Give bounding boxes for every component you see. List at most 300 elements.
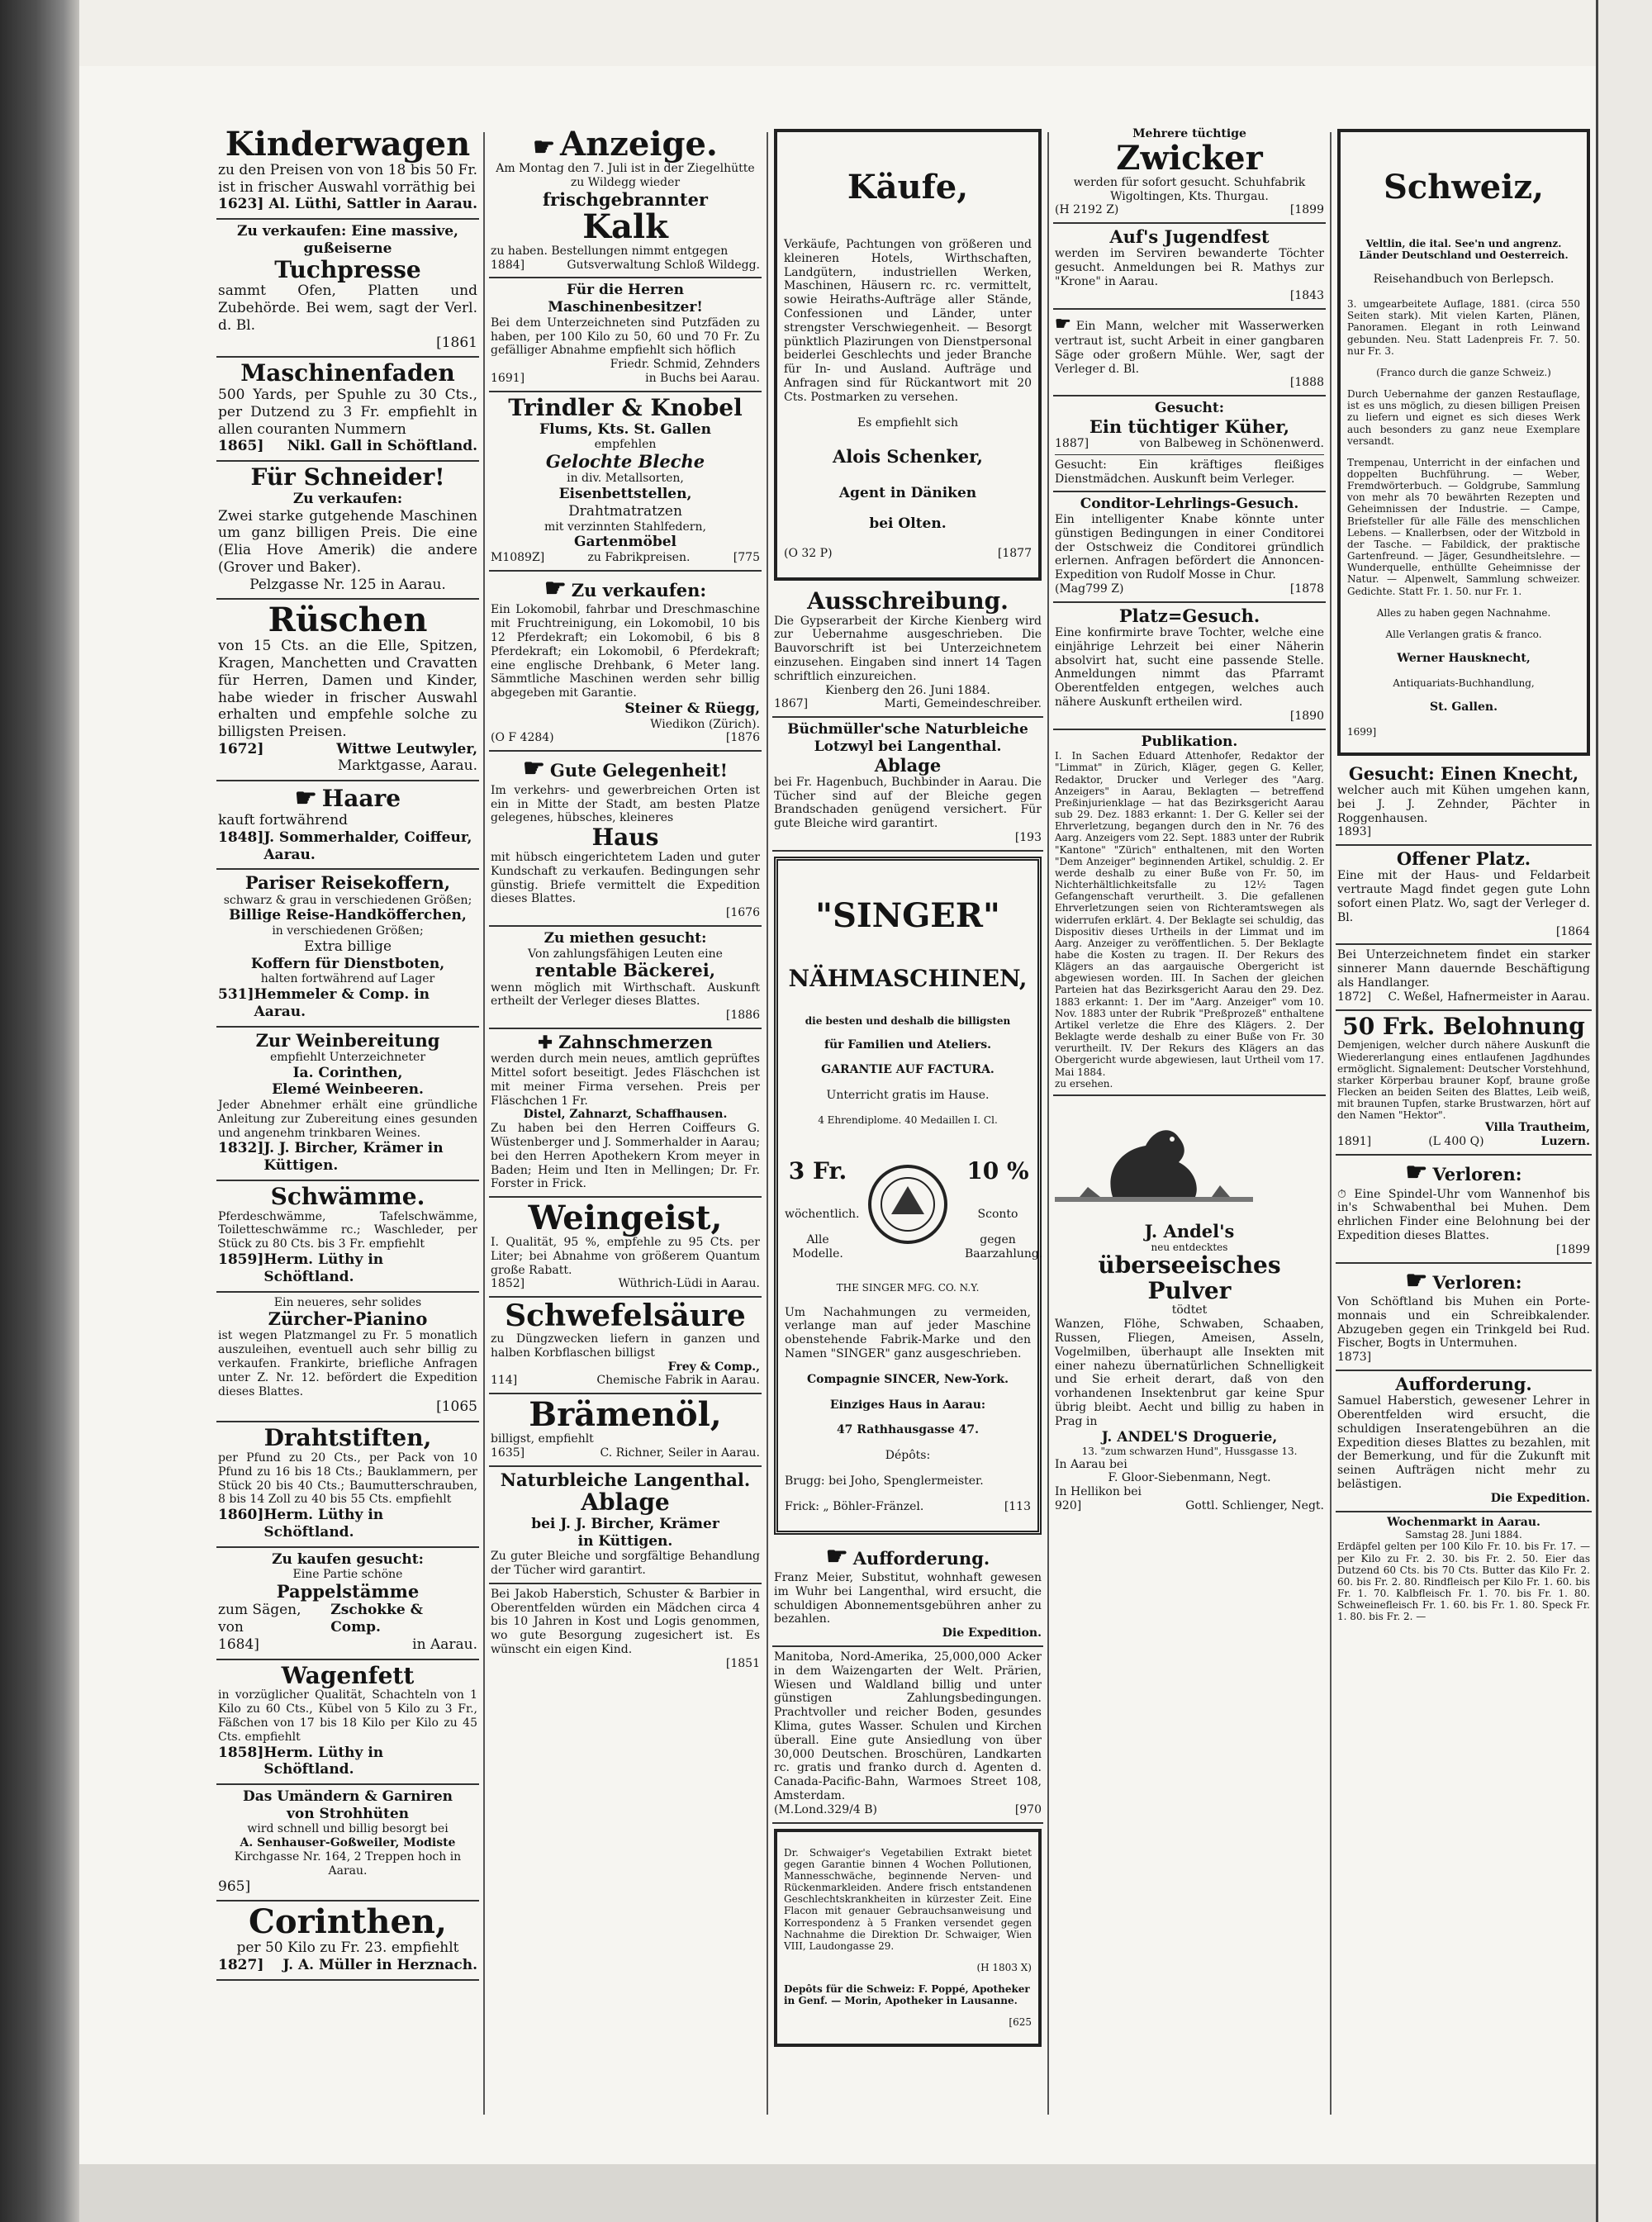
ad-seller: J. Sommerhalder, Coiffeur, Aarau.: [263, 829, 472, 863]
ad-line: für Familien und Ateliers.: [824, 1037, 992, 1052]
ad-title: Zwicker: [1116, 138, 1263, 178]
ad-seller: C. Weßel, Hafnermeister in Aarau.: [1388, 990, 1590, 1004]
ad-ref: 1884]: [491, 258, 525, 272]
pointing-hand-icon: ☛: [533, 133, 556, 162]
ad-line: Veltlin, die ital. See'n und angrenz. Länder Deutschland und Oesterreich.: [1359, 238, 1569, 262]
ad-ref: [1890: [1289, 709, 1324, 723]
ad-ref: 1873]: [1337, 1351, 1372, 1365]
ad-text: zu den Preisen von von 18 bis 50 Fr. ist in frischer Auswahl vorräthig bei: [218, 162, 477, 196]
ad-title: Trindler & Knobel: [508, 393, 743, 421]
ad-text: werden durch mein neues, amtlich geprüftes Mittel sofort beseitigt. Jedes Fläschchen ist mit meiner Firma versehen. Preis per Fläschchen 1 Fr.: [491, 1052, 760, 1108]
ad-text: von Balbeweg in Schönenwerd.: [1139, 436, 1324, 450]
ad-text: Zu guter Bleiche und sorgfältige Behandlung der Tücher wird garantirt.: [491, 1550, 760, 1578]
ad-line: Alle Verlangen gratis & franco.: [1385, 628, 1542, 640]
ad-text: 500 Yards, per Spuhle zu 30 Cts., per Dutzend zu 3 Fr. empfiehlt in allen couranten Nummern: [218, 387, 477, 438]
ad-lokomobil: [489, 572, 762, 752]
ad-conditor: [1053, 492, 1326, 603]
ad-line: Ein tüchtiger Küher,: [1089, 415, 1290, 437]
ad-line: tödtet: [1171, 1303, 1208, 1318]
ad-ref: [1676: [725, 906, 760, 920]
ad-text: kauft fortwährend: [218, 812, 349, 829]
ad-text: Franz Meier, Substitut, wohnhaft gewesen im Wuhr bei Langenthal, wird ersucht, die schuldigen Abonnementsgebühren anher zu bezahlen.: [774, 1571, 1042, 1626]
column-rule: [767, 132, 768, 2115]
ad-corinthen: [216, 1902, 479, 1980]
ad-text: Samuel Haberstich, gewesener Lehrer in Oberentfelden wird ersucht, die schuldigen Inseratengebühren an die Expedition dieses Blattes zu bezahlen, mit der Bemerkung, und für die Zukunft mit seinen Aufträgen nicht mehr zu belästigen.: [1337, 1394, 1590, 1491]
ad-ref: 1852]: [491, 1277, 525, 1291]
ad-seller: Frey & Comp.,: [667, 1360, 760, 1374]
ad-text: Bei Unterzeichnetem findet ein starker sinnerer Mann dauernde Beschäftigung als Handlanger.: [1337, 948, 1590, 990]
ad-text: Eine konfirmirte brave Tochter, welche eine einjährige Lehrzeit bei einer Näherin absolvirt hat, sucht eine passende Stelle. Anmeldungen nimmt das Pfarramt Oberentfelden entgegen, welches auch nähere Auskunft ertheilen wird.: [1055, 626, 1324, 709]
ad-title: Anzeige.: [560, 125, 718, 164]
ad-seal-label: THE SINGER MFG. CO. N.Y.: [836, 1282, 980, 1294]
ad-title: Für Schneider!: [250, 463, 445, 491]
ad-line: Frick: „ Böhler-Fränzel.: [785, 1499, 924, 1513]
ad-subtitle: Zu verkaufen:: [292, 490, 403, 507]
ad-ref: zu ersehen.: [1055, 1077, 1113, 1090]
ad-ref: 1623]: [218, 196, 264, 213]
ad-ref: [625: [1009, 2016, 1032, 2029]
ad-kostgeld: [489, 1584, 762, 1676]
ad-ref: 1887]: [1055, 436, 1089, 450]
ad-ref: [1899: [1555, 1242, 1590, 1256]
ad-ref: [1864: [1555, 924, 1590, 938]
ad-title: Publikation.: [1141, 733, 1238, 750]
ad-ausschreibung: [772, 586, 1043, 718]
ad-title: Verloren:: [1432, 1271, 1522, 1293]
ad-line: Reisehandbuch von Berlepsch.: [1373, 273, 1555, 287]
ad-line: Gelochte Bleche: [545, 451, 705, 472]
ad-title: Büchmüller'sche Naturbleiche: [787, 721, 1028, 738]
pointing-hand-icon: ☛: [523, 754, 545, 784]
ad-wagenfett: [216, 1660, 479, 1785]
ad-ref: [113: [1004, 1499, 1031, 1513]
ad-text: Verkäufe, Pachtungen von größeren und kleineren Hotels, Wirthschaften, Landgütern, industriellen Werken, Maschinen, Häusern rc. rc. vermittelt, sowie Heiraths-Aufträge aller Stände, Confessionen und Länder, unter strengster Verschwiegenheit. — Besorgt pünktlich Plazirungen von Dienstpersonal beiderlei Geschlechts und jeder Branche für In- und Ausland. Aufträge und Anfragen sind für Rückantwort mit 20 Cts. Postmarken zu versehen.: [784, 238, 1032, 404]
column-rule: [483, 132, 485, 2115]
ad-title: Wagenfett: [281, 1661, 415, 1689]
ad-text: I. In Sachen Eduard Attenhofer, Redaktor der "Limmat" in Zürich, Kläger, gegen G. Keller, Redaktor, Drucker und Verleger des "Aarg. Anzeigers" in Aarau, Beklagten — betreffend Preßinjurienklage — hat das Bezirksgericht Aarau sub 29. Dez. 1883 erkannt: 1. Der G. Keller sei der Ehrverletzung, begangen durch den in Nr. 76 des Aarg. Anzeigers vom 22. Sept. 1883 unter der Rubrik "Kantone" "Zürich" enthaltenen, mit den Worten "Dem Anzeiger" beginnenden Artikel, schuldig. 2. Er werde deshalb zu einer Buße von Fr. 50, im Nichterhältlichkeitsfalle zu 12½ Tagen Gefangenschaft verurtheilt. 3. Die gefallenen Ehrverletzungen seien von Richteramtswegen als widerrufen erklärt. 4. Der Beklagte sei schuldig, das Dispositiv dieses Urtheils in der Limmat und im Aarg. Anzeiger zu veröffentlichen. 5. Der Beklagte habe die Kosten zu tragen. II. Der Rekurs des Klägers an das aargauische Obergericht ist abgewiesen worden. III. In Sachen der gleichen Parteien hat das Bezirksgericht Aarau den 29. Dez. 1883 erkannt: 1. Der im "Aarg. Anzeiger" vom 10. Nov. 1883 unter der Rubrik "Preßprozeß" enthaltene Artikel verletze die Ehre des Klägers. 2. Der Beklagte werde deshalb zu einer Buße von Fr. 30 verurtheilt. IV. Der Rekurs des Klägers an das Obergericht wurde abgewiesen, laut Urtheil vom 17. Mai 1884.: [1055, 750, 1324, 1078]
ad-line: von Strohhüten: [286, 1805, 410, 1822]
ad-line: J. ANDEL'S Droguerie,: [1101, 1428, 1278, 1446]
ad-line: Am Montag den 7. Juli ist in der Ziegelhütte zu Wildegg wieder: [496, 162, 755, 189]
ad-price: 10 %: [966, 1157, 1029, 1185]
ad-verloren-portemonnaie: [1336, 1264, 1592, 1371]
ad-text: wird schnell und billig besorgt bei: [247, 1822, 449, 1836]
ad-seller: Werner Hausknecht,: [1397, 652, 1531, 666]
ad-title: Zur Weinbereitung: [255, 1029, 440, 1051]
ad-ref: [1899: [1289, 203, 1324, 217]
ad-title: Zu miethen gesucht:: [544, 929, 707, 947]
ad-title: Aufforderung.: [1395, 1374, 1532, 1395]
ad-ref: 1858]: [218, 1744, 264, 1761]
ad-title: Gesucht:: [1154, 400, 1225, 417]
ad-title: Zu verkaufen:: [571, 579, 707, 601]
ad-title: Tuchpresse: [274, 255, 421, 283]
ad-ref: [1851: [725, 1656, 760, 1670]
ad-seller: Villa Trautheim,: [1484, 1121, 1590, 1135]
ad-line: Koffern für Dienstboten,: [250, 955, 445, 972]
ad-seller: Herm. Lüthy in Schöftland.: [263, 1507, 384, 1541]
ad-ref: 965]: [218, 1878, 251, 1895]
ad-line: Samstag 28. Juni 1884.: [1405, 1529, 1522, 1541]
ad-seller: Wüthrich-Lüdi in Aarau.: [618, 1277, 760, 1291]
ad-ref: 1848]: [218, 829, 264, 846]
ad-line: Eisenbettstellen,: [558, 486, 692, 503]
ad-schwefelsaure: [489, 1298, 762, 1394]
ad-seller: J. A. Müller in Herznach.: [282, 1957, 477, 1974]
ad-code: (H 1803 X): [976, 1962, 1032, 1973]
ad-line: Kienberg den 26. Juni 1884.: [825, 683, 990, 697]
ad-ref: 1891]: [1337, 1135, 1372, 1149]
ad-title: Gesucht: Einen Knecht,: [1348, 762, 1579, 784]
ad-line: F. Gloor-Siebenmann, Negt.: [1108, 1471, 1271, 1485]
ad-address: in Aarau.: [412, 1636, 477, 1653]
ad-title: Naturbleiche Langenthal.: [500, 1469, 751, 1490]
ad-muhle: [1053, 310, 1326, 397]
ad-ref: [193: [1014, 830, 1042, 844]
ad-text: zu Düngzwecken liefern in ganzen und halben Korbflaschen billigst: [491, 1332, 760, 1360]
ad-seller: Hemmeler & Comp. in Aarau.: [254, 986, 430, 1020]
ad-haus: [489, 752, 762, 927]
ad-andel-pulver: [1053, 1096, 1326, 1518]
ad-kaufe: [774, 129, 1042, 581]
ad-address: Pelzgasse Nr. 125 in Aarau.: [249, 576, 446, 593]
ad-ref: 531]: [218, 986, 254, 1004]
ad-line: halten fortwährend auf Lager: [260, 972, 435, 986]
ad-line: in Küttigen.: [577, 1532, 673, 1550]
ad-line: Lotzwyl bei Langenthal.: [814, 738, 1002, 755]
ad-schneider: [216, 462, 479, 600]
ad-seller: Zschokke & Comp.: [330, 1602, 423, 1636]
ad-signature: Die Expedition.: [1490, 1491, 1590, 1505]
ad-line: Drahtmatratzen: [568, 502, 682, 520]
ad-kuher: [1053, 396, 1326, 492]
ad-handlanger: [1336, 945, 1592, 1010]
ad-line: Es empfiehlt sich: [857, 415, 959, 430]
ad-lead: Ein neueres, sehr solides: [273, 1295, 422, 1309]
ad-aufforderung-haberstich: [1336, 1371, 1592, 1512]
ad-text: ist wegen Platzmangel zu Fr. 5 monatlich auszuleihen, eventuell auch sehr billig zu verkaufen. Frankirte, briefliche Anfragen unter Z. Nr. 12. befördert die Expedition dieses Blattes.: [218, 1329, 477, 1398]
ad-line: die besten und deshalb die billigsten: [805, 1014, 1011, 1027]
ad-schwamme: [216, 1181, 479, 1293]
ad-ref: [1065: [436, 1398, 477, 1416]
ad-line: rentable Bäckerei,: [534, 960, 716, 981]
ad-pappelstamme: [216, 1548, 479, 1660]
ad-tuchpresse: [216, 220, 479, 358]
ad-line: Flums, Kts. St. Gallen: [539, 420, 711, 438]
ad-line: GARANTIE AUF FACTURA.: [821, 1063, 995, 1077]
ad-line: NÄHMASCHINEN,: [788, 964, 1028, 992]
ad-line: Unterricht gratis im Hause.: [826, 1089, 990, 1103]
ad-ref: 1699]: [1347, 725, 1377, 738]
ad-title: Pariser Reisekoffern,: [244, 872, 451, 894]
ad-text: Durch Uebernahme der ganzen Restauflage, ist es uns möglich, zu diesen billigen Preisen zu liefern und eignet es sich dieses Werk auch besonders zu ganz neue Exemplare versandt.: [1347, 388, 1580, 447]
ad-line: Extra billige: [303, 938, 392, 955]
ad-putzfaden: [489, 278, 762, 392]
ad-text: Erdäpfel gelten per 100 Kilo Fr. 10. bis Fr. 17. — per Kilo zu Fr. 2. 30. bis Fr. 2. 50. Eier das Dutzend 60 Cts. bis 70 Cts. Butter das Kilo Fr. 2. 60. bis Fr. 2. 80. Rindfleisch per Kilo Fr. 1. 60. bis Fr. 1. 70. Kalbfleisch Fr. 1. 70. bis Fr. 1. 80. Schweinefleisch Fr. 1. 60. bis Fr. 1. 80. Speck Fr. 1. 80. bis Fr. 2. —: [1337, 1541, 1590, 1623]
ad-text: werden im Serviren bewanderte Töchter gesucht. Anmeldungen bei R. Mathys zur "Krone" in Aarau.: [1055, 247, 1324, 288]
ad-address: in Buchs bei Aarau.: [645, 371, 760, 385]
cross-icon: ✚: [538, 1031, 559, 1052]
ad-haare: [216, 781, 479, 870]
ad-line: Sconto: [977, 1208, 1018, 1222]
ad-line: Billige Reise-Handköfferchen,: [229, 907, 467, 924]
ad-ref: 1827]: [218, 1957, 264, 1974]
ad-seller: Nikl. Gall in Schöftland.: [287, 438, 477, 455]
ad-items: Trempenau, Unterricht in der einfachen und doppelten Buchführung. — Weber, Fremdwörterbuch. — Goldgrube, Sammlung von mehr als 70 bewährten Rezepten und Geheimnissen der Industrie. — Campe, Briefsteller für alle Fälle des menschlichen Lebens. — Knallerbsen, oder der Witzbold in der Tasche. — Fabildick, der praktische Gartenfreund. — Jäger, Gesundheitslehre. — Wunderquelle, enthüllte Geheimnisse der Natur. — Alpenwelt, Sammlung schweizer. Gedichte. Statt Fr. 1. 50. nur Fr. 1.: [1347, 456, 1580, 597]
page-shadow: [79, 2164, 1652, 2222]
ad-kinderwagen: [216, 124, 479, 220]
ad-seller: C. Richner, Seiler in Aarau.: [600, 1446, 760, 1460]
ad-ref: 114]: [491, 1374, 518, 1388]
ad-ref: 1635]: [491, 1446, 525, 1460]
ad-text: sammt Ofen, Platten und Zubehörde. Bei wem, sagt der Verl. d. Bl.: [218, 282, 477, 334]
ad-ref: 1860]: [218, 1507, 264, 1524]
ad-title: Auf's Jugendfest: [1109, 226, 1270, 248]
ad-ref: [1888: [1289, 376, 1324, 390]
ad-title: Platz=Gesuch.: [1118, 605, 1260, 626]
ad-line: überseeisches Pulver: [1098, 1251, 1281, 1304]
ad-text: Wanzen, Flöhe, Schwaben, Schaaben, Russen, Fliegen, Ameisen, Asseln, Vogelmilben, überhaupt alle Insekten mit einer nahezu übernatürlichen Schnelligkeit und Sie erheit derart, daß von den vorhandenen Insektenbrut gar keine Spur übrig bleibt. Aecht und billig zu haben in Prag in: [1055, 1318, 1324, 1428]
ad-ref: 1893]: [1337, 825, 1372, 839]
ad-line: Agent in Däniken: [838, 484, 977, 501]
ad-ref: [775: [733, 551, 760, 565]
ad-code: (H 2192 Z): [1055, 203, 1119, 217]
ad-title: Haare: [321, 785, 401, 813]
ad-zahnschmerzen: [489, 1029, 762, 1198]
ad-ruschen: [216, 600, 479, 781]
ad-text: Jeder Abnehmer erhält eine gründliche Anleitung zur Zubereitung eines gesunden und angenehm trinkbaren Weines.: [218, 1099, 477, 1140]
ad-lead: Zu kaufen gesucht:: [272, 1550, 424, 1568]
ad-line: In Hellikon bei: [1055, 1485, 1142, 1499]
ad-code: (O F 4284): [491, 731, 554, 745]
ad-ref: [1861: [436, 334, 477, 351]
ad-title: "SINGER": [815, 895, 1000, 935]
ad-line: 13. "zum schwarzen Hund", Hussgasse 13.: [1081, 1446, 1298, 1458]
ad-aufforderung-meier: [772, 1540, 1043, 1647]
ad-text: Im verkehrs- und gewerbreichen Orten ist ein in Mitte der Stadt, am besten Platze gelegenes, hübsches, kleineres: [491, 783, 760, 825]
column-4: [1053, 124, 1326, 2123]
ad-seller: J. J. Bircher, Krämer in Küttigen.: [263, 1140, 444, 1175]
book-binding: [0, 0, 79, 2222]
ad-title: Schwämme.: [270, 1182, 425, 1210]
ad-signature: Die Expedition.: [942, 1626, 1042, 1640]
ad-code: (Mag799 Z): [1055, 582, 1124, 596]
ad-line: Antiquariats-Buchhandlung,: [1393, 677, 1535, 689]
ad-seller: Friedr. Schmid, Zehnders: [610, 358, 760, 372]
pointing-hand-icon: ☛: [1405, 1158, 1428, 1188]
ad-title: Verloren:: [1432, 1164, 1522, 1185]
next-page-edge: [1596, 0, 1652, 2222]
ad-publikation: [1053, 730, 1326, 1096]
ad-line: empfehlen: [594, 438, 657, 452]
ad-address: Marktgasse, Aarau.: [337, 757, 477, 775]
ad-text: von 15 Cts. an die Elle, Spitzen, Kragen, Manchetten und Cravatten für Herren, Damen und Kinder, habe wieder in frischer Auswahl erhalten und empfehle solche zu billigsten Preisen.: [218, 638, 477, 741]
ad-text: mit hübsch eingerichtetem Laden und guter Kundschaft zu verkaufen. Bedingungen sehr günstig. Briefe vermittelt die Expedition dieses Blattes.: [491, 850, 760, 906]
ad-text: Die Gypserarbeit der Kirche Kienberg wird zur Uebernahme ausgeschrieben. Die Bauvorschrift ist bei Unterzeichnetem einzusehen. Eingaben sind innert 14 Tagen schriftlich einzureichen.: [774, 614, 1042, 683]
ad-title: Aufforderung.: [852, 1547, 990, 1569]
ad-maschinenfaden: [216, 358, 479, 462]
ad-code: (L 400 Q): [1428, 1135, 1484, 1149]
ad-line: Haus: [591, 824, 659, 852]
ad-schweiz-reisehandbuch: [1337, 129, 1590, 756]
ad-seller: Distel, Zahnarzt, Schaffhausen.: [523, 1108, 728, 1122]
ad-text: Manitoba, Nord-Amerika, 25,000,000 Acker in dem Waizengarten der Welt. Prärien, Wiesen und Waldland billig und unter günstigen Zahlungsbedingungen. Prachtvoller und reicher Boden, gesundes Klima, gutes Wasser. Schulen und Kirchen überall. Eine gute Ansiedlung von über 30,000 Deutschen. Broschüren, Landkarten rc. gratis und franko durch d. Agenten d. Canada-Pacific-Bahn, Warmoes Street 108, Amsterdam.: [774, 1650, 1042, 1802]
ad-line: Gartenmöbel: [573, 534, 676, 551]
ad-seller: Herm. Lüthy in Schöftland.: [263, 1251, 384, 1285]
ad-ref: 1672]: [218, 740, 264, 757]
ad-title: Conditor-Lehrlings-Gesuch.: [1080, 496, 1299, 513]
ad-line: In Aarau bei: [1055, 1457, 1127, 1471]
ad-code: M1089Z]: [491, 551, 545, 565]
ad-text: Eine mit der Haus- und Feldarbeit vertraute Magd findet gegen gute Lohn sofort einen Platz. Wo, sagt der Verleger d. Bl.: [1337, 869, 1590, 924]
ad-line: Alle Modelle.: [792, 1232, 843, 1261]
ad-title: Gute Gelegenheit!: [549, 760, 728, 781]
ad-offener-platz: [1336, 846, 1592, 945]
ad-title: Rüschen: [268, 601, 428, 640]
ad-seller: Wittwe Leutwyler,: [336, 740, 477, 757]
ad-title: Zahnschmerzen: [558, 1031, 713, 1052]
ad-ref: 1859]: [218, 1251, 264, 1269]
ad-line: bei Olten.: [869, 515, 947, 533]
ad-line: in div. Metallsorten,: [567, 472, 684, 486]
ad-address: Kirchgasse Nr. 164, 2 Treppen hoch in Aarau.: [234, 1850, 462, 1878]
column-2: [489, 124, 762, 2123]
ad-lead: Zu verkaufen: Eine massive, gußeiserne: [237, 223, 458, 257]
ad-ref: 1832]: [218, 1140, 264, 1157]
ad-belohnung: [1336, 1011, 1592, 1156]
ad-schwaiger: [774, 1829, 1042, 2047]
ad-title: Maschinenfaden: [240, 359, 455, 387]
ad-seller: Alois Schenker,: [833, 446, 983, 468]
ad-pianino: [216, 1293, 479, 1423]
ad-seller: Al. Lüthi, Sattler in Aarau.: [268, 196, 477, 213]
ad-title: Pappelstämme: [276, 1581, 420, 1602]
ad-line: gegen Baarzahlung.: [965, 1232, 1043, 1261]
ad-naturbleiche-langenthal: [489, 1467, 762, 1584]
ad-text: Zwei starke gutgehende Maschinen um ganz billigen Preis. Die eine (Elia Hove Amerik) die andere (Grover und Baker).: [218, 507, 477, 576]
ad-title: Wochenmarkt in Aarau.: [1387, 1515, 1540, 1529]
ad-text: 3. umgearbeitete Auflage, 1881. (circa 550 Seiten stark). Mit vielen Karten, Plänen, Panoramen. Elegant in roth Leinwand gebunden. Neu. Statt Ladenpreis Fr. 7. 50. nur Fr. 3.: [1347, 298, 1580, 357]
ad-text: werden für sofort gesucht. Schuhfabrik Wigoltingen, Kts. Thurgau.: [1073, 175, 1306, 203]
column-rule: [1047, 132, 1049, 2115]
ad-text: per 50 Kilo zu Fr. 23. empfiehlt: [236, 1940, 459, 1957]
ad-title: Für die Herren Maschinenbesitzer!: [548, 282, 703, 316]
ad-text: bei Fr. Hagenbuch, Buchbinder in Aarau. Die Tücher sind auf der Bleiche gegen Brandschaden genügend versichert. Für gute Bleiche wird garantirt.: [774, 775, 1042, 831]
ad-drahtstiften: [216, 1422, 479, 1547]
ad-trindler-knobel: [489, 392, 762, 572]
ad-ref: 1872]: [1337, 990, 1372, 1004]
column-1: [216, 124, 479, 2123]
ad-line: Gesucht: Ein kräftiges fleißiges Dienstmädchen. Auskunft beim Verleger.: [1055, 454, 1324, 487]
ad-weinbereitung: [216, 1028, 479, 1181]
ad-backerei: [489, 927, 762, 1029]
ad-line: Elemé Weinbeeren.: [272, 1081, 424, 1099]
ad-address: Wiedikon (Zürich).: [650, 717, 760, 731]
ad-line: frischgebrannter: [542, 188, 708, 210]
ad-text: Ein intelligenter Knabe könnte unter günstigen Bedingungen in einer Conditorei der Ostschweiz die Conditorei gründlich erlernen. Anfragen befördert die Annoncen-Expedition von Rudolf Mosse in Chur.: [1055, 513, 1324, 582]
ad-title: Offener Platz.: [1396, 848, 1531, 870]
ad-text: Eine Spindel-Uhr vom Wannenhof bis in's Schwabenthal bei Muhen. Dem ehrlichen Finder eine Belohnung bei der Expedition dieses Blattes.: [1337, 1187, 1590, 1242]
ad-text: billigst, empfiehlt: [491, 1432, 594, 1446]
ad-line: Gottl. Schlienger, Negt.: [1185, 1498, 1324, 1512]
ad-text: Pferdeschwämme, Tafelschwämme, Toiletteschwämme rc.; Waschleder, per Stück zu 80 Cts. bis 3 Fr. empfiehlt: [218, 1209, 477, 1251]
pointing-hand-icon: ☛: [544, 573, 567, 603]
ad-line: empfiehlt Unterzeichneter: [269, 1050, 426, 1064]
ad-price: 3 Fr.: [788, 1157, 847, 1185]
ad-ref: 1865]: [218, 438, 264, 455]
ad-title: Brämenöl,: [529, 1395, 722, 1435]
ad-title: Drahtstiften,: [263, 1424, 432, 1452]
ad-ref: [1877: [997, 546, 1032, 560]
ad-title: Schweiz,: [1383, 168, 1545, 207]
ad-text: Bei Jakob Haberstich, Schuster & Barbier in Oberentfelden würden ein Mädchen circa 4 bis 10 Jahren in Kost und Logis genommen, wo gute Besorgung zugesichert ist. Es wünscht ein eigen Kind.: [491, 1587, 760, 1657]
ad-seller: Steiner & Rüegg,: [624, 700, 760, 717]
ad-weingeist: [489, 1198, 762, 1298]
ad-text: Von Schöftland bis Muhen ein Porte-monnais und ein Schreibkalender. Abzugeben gegen ein Trinkgeld bei Rud. Fischer, Bogts in Untermuhen.: [1337, 1295, 1590, 1351]
ad-text: Dr. Schwaiger's Vegetabilien Extrakt bietet gegen Garantie binnen 4 Wochen Pollutionen, Mannesschwäche, beginnende Nerven- und Rückenmarkleiden. Andere frisch entstandenen Geschlechtskrankheiten in kürzester Zeit. Eine Flacon mit genauer Gebrauchsanweisung und Korrespondenz à 5 Franken versendet gegen Nachnahme die Direktion Dr. Schwaiger, Wien VIII, Laudongasse 29.: [784, 1846, 1032, 1952]
ad-buchmuller-bleiche: [772, 718, 1043, 852]
ad-text: I. Qualität, 95 %, empfehle zu 95 Cts. per Liter; bei Abnahme von größerem Quantum große Rabatt.: [491, 1236, 760, 1277]
ad-line: schwarz & grau in verschiedenen Größen;: [223, 893, 472, 907]
ad-manitoba: [772, 1647, 1043, 1824]
ad-line: Einziges Haus in Aarau:: [829, 1398, 986, 1412]
ad-ref: 1867]: [774, 697, 809, 711]
ad-text: Ein Mann, welcher mit Wasserwerken vertraut ist, sucht Arbeit in einer gangbaren Säge oder großern Mühle. Wer, sagt der Verleger d. Bl.: [1055, 319, 1324, 376]
ad-text: welcher auch mit Kühen umgehen kann, bei J. J. Zehnder, Pächter in Roggenhausen.: [1337, 784, 1590, 825]
ad-line: zu Fabrikpreisen.: [587, 551, 691, 565]
ad-text: Ein Lokomobil, fahrbar und Dreschmaschine mit Fruchtreinigung, ein Lokomobil, 10 bis 12 Pferdekraft; ein Lokomobil, 6 bis 8 Pferdekraft; ein Lokomobil, 6 Pferdekraft; eine englische Drehbank, 6 Meter lang. Sämmtliche Maschinen werden sehr billig abgegeben mit Garantie.: [491, 603, 760, 700]
ad-line: neu entdecktes: [1151, 1241, 1228, 1253]
ad-title: Corinthen,: [249, 1902, 447, 1942]
ad-line: Das Umändern & Garniren: [242, 1788, 453, 1805]
ad-seller: Gutsverwaltung Schloß Wildegg.: [567, 258, 760, 272]
ad-title: Kinderwagen: [225, 125, 471, 164]
ad-wochenmarkt: [1336, 1512, 1592, 1628]
ad-seller: Marti, Gemeindeschreiber.: [884, 697, 1042, 711]
ad-title: Weingeist,: [528, 1199, 723, 1238]
pointing-hand-icon: ☛: [1055, 312, 1071, 335]
ad-ref: [1878: [1289, 582, 1324, 596]
ad-text: Zu haben bei den Herren Coiffeurs G. Wüstenberger und J. Sommerhalder in Aarau; bei den Herren Apothekern Krom meyer in Baden; Heim und Iten in Mellingen; Dr. Fr. Forster in Frick.: [491, 1122, 760, 1191]
ad-line: 47 Rathhausgasse 47.: [836, 1423, 980, 1437]
ad-ref: 920]: [1055, 1498, 1082, 1512]
ad-seller: Herm. Lüthy in Schöftland.: [263, 1744, 384, 1778]
ad-text: Demjenigen, welcher durch nähere Auskunft die Wiedererlangung eines entlaufenen Jagdhundes ermöglicht. Signalement: Deutscher Vorstehhund, starker Körperbau brauner Kopf, braune große Flecken an beiden Seiten des Blattes, Leib weiß, mit braunen Tupfen, starke Brustwarzen, hört auf den Namen "Hektor".: [1337, 1039, 1590, 1122]
ad-jugendfest: [1053, 224, 1326, 309]
ad-line: in verschiedenen Größen;: [272, 924, 424, 938]
ad-text: wenn möglich mit Wirthschaft. Auskunft ertheilt der Verleger dieses Blattes.: [491, 980, 760, 1009]
ad-zwicker: [1053, 124, 1326, 224]
ad-line: Brugg: bei Joho, Spenglermeister.: [785, 1474, 984, 1488]
ad-line: Kalk: [582, 207, 668, 246]
ad-ref: 1684]: [218, 1636, 259, 1653]
ad-kalk: [489, 124, 762, 278]
pointing-hand-icon: ☛: [825, 1541, 848, 1571]
ad-line: Ablage: [581, 1488, 670, 1516]
column-5: [1336, 124, 1592, 2123]
ad-company: Compagnie SINCER, New-York.: [807, 1372, 1009, 1386]
ad-line: Ablage: [874, 754, 942, 776]
ad-text: Um Nachahmungen zu vermeiden, verlange man auf jeder Maschine obenstehende Fabrik-Marke und den Namen "SINGER" ganz ausgeschrieben.: [785, 1305, 1031, 1360]
pocket-watch-icon: ⏱: [1337, 1187, 1355, 1201]
ad-line: wöchentlich.: [785, 1208, 860, 1222]
ad-title: Zürcher-Pianino: [268, 1308, 428, 1330]
ad-ref: [970: [1014, 1802, 1042, 1816]
ad-text: zu haben. Bestellungen nimmt entgegen: [491, 244, 729, 258]
ad-title: Ausschreibung.: [807, 586, 1009, 615]
ad-ref: [1886: [725, 1009, 760, 1023]
ad-ref: [1876: [725, 731, 760, 745]
